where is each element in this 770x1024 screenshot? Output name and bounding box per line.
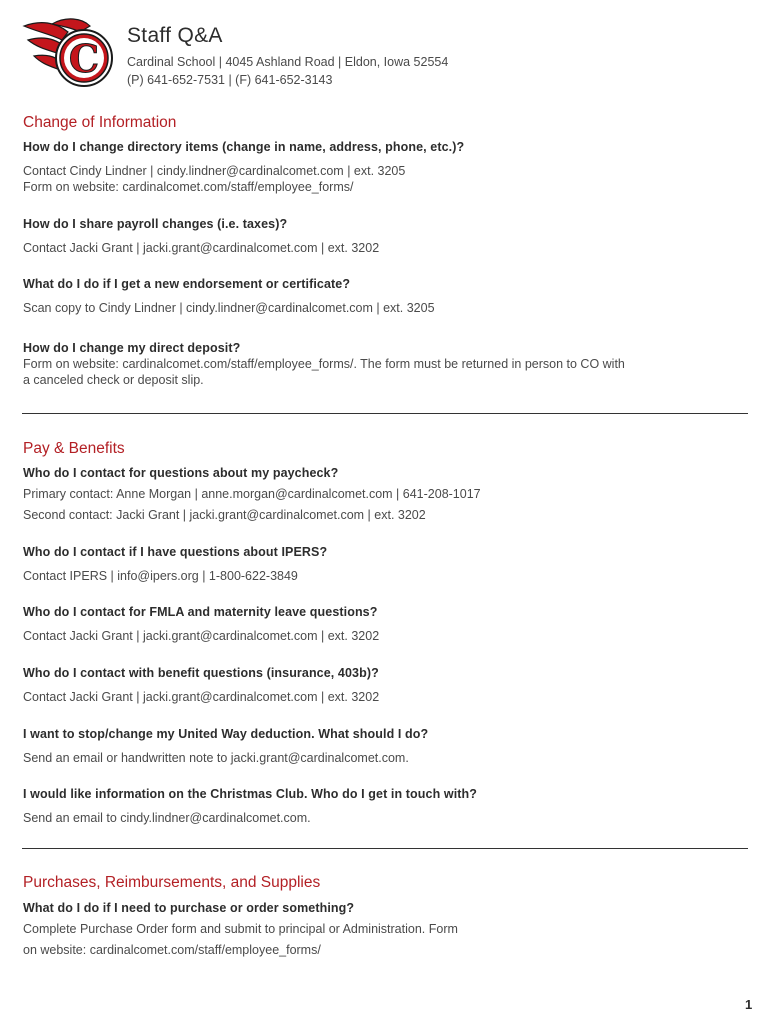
logo-letter: C <box>68 36 100 81</box>
question: I would like information on the Christmas Club. Who do I get in touch with? <box>23 787 478 801</box>
question: Who do I contact if I have questions about IPERS? <box>23 545 328 559</box>
answer-line: Second contact: Jacki Grant | jacki.grant@cardinalcomet.com | ext. 3202 <box>23 508 426 522</box>
answer-line: Contact IPERS | info@ipers.org | 1-800-622-3849 <box>23 569 298 583</box>
school-phones: (P) 641-652-7531 | (F) 641-652-3143 <box>127 73 333 87</box>
question: I want to stop/change my United Way deduction. What should I do? <box>23 727 429 741</box>
answer-line: Contact Jacki Grant | jacki.grant@cardinalcomet.com | ext. 3202 <box>23 629 380 643</box>
school-address: Cardinal School | 4045 Ashland Road | Eldon, Iowa 52554 <box>127 55 449 69</box>
section-heading: Change of Information <box>23 114 177 131</box>
answer-line: Contact Jacki Grant | jacki.grant@cardinalcomet.com | ext. 3202 <box>23 241 380 255</box>
answer-line: Contact Jacki Grant | jacki.grant@cardinalcomet.com | ext. 3202 <box>23 690 380 704</box>
question: How do I share payroll changes (i.e. taxes)? <box>23 217 288 231</box>
cardinal-school-logo <box>22 16 118 90</box>
answer-line: Scan copy to Cindy Lindner | cindy.lindner@cardinalcomet.com | ext. 3205 <box>23 301 435 315</box>
answer-line: Complete Purchase Order form and submit to principal or Administration. Form <box>23 922 458 936</box>
answer-line: Send an email or handwritten note to jacki.grant@cardinalcomet.com. <box>23 751 409 765</box>
question: Who do I contact for FMLA and maternity leave questions? <box>23 605 378 619</box>
question: Who do I contact for questions about my paycheck? <box>23 466 339 480</box>
section-divider <box>22 848 748 849</box>
answer-line: Contact Cindy Lindner | cindy.lindner@cardinalcomet.com | ext. 3205 <box>23 164 406 178</box>
answer-line: Send an email to cindy.lindner@cardinalcomet.com. <box>23 811 311 825</box>
question: How do I change my direct deposit? <box>23 341 241 355</box>
question: What do I do if I get a new endorsement or certificate? <box>23 277 351 291</box>
answer-line: Primary contact: Anne Morgan | anne.morgan@cardinalcomet.com | 641-208-1017 <box>23 487 481 501</box>
question: How do I change directory items (change in name, address, phone, etc.)? <box>23 140 465 154</box>
page-title: Staff Q&A <box>127 24 223 47</box>
page-number: 1 <box>745 997 753 1012</box>
question: What do I do if I need to purchase or order something? <box>23 901 355 915</box>
section-divider <box>22 413 748 414</box>
question: Who do I contact with benefit questions (insurance, 403b)? <box>23 666 379 680</box>
answer-line: a canceled check or deposit slip. <box>23 373 204 387</box>
answer-line: Form on website: cardinalcomet.com/staff/employee_forms/. The form must be returned in person to CO with <box>23 357 625 371</box>
section-heading: Pay & Benefits <box>23 440 125 457</box>
answer-line: Form on website: cardinalcomet.com/staff/employee_forms/ <box>23 180 354 194</box>
section-heading: Purchases, Reimbursements, and Supplies <box>23 874 321 891</box>
answer-line: on website: cardinalcomet.com/staff/employee_forms/ <box>23 943 321 957</box>
